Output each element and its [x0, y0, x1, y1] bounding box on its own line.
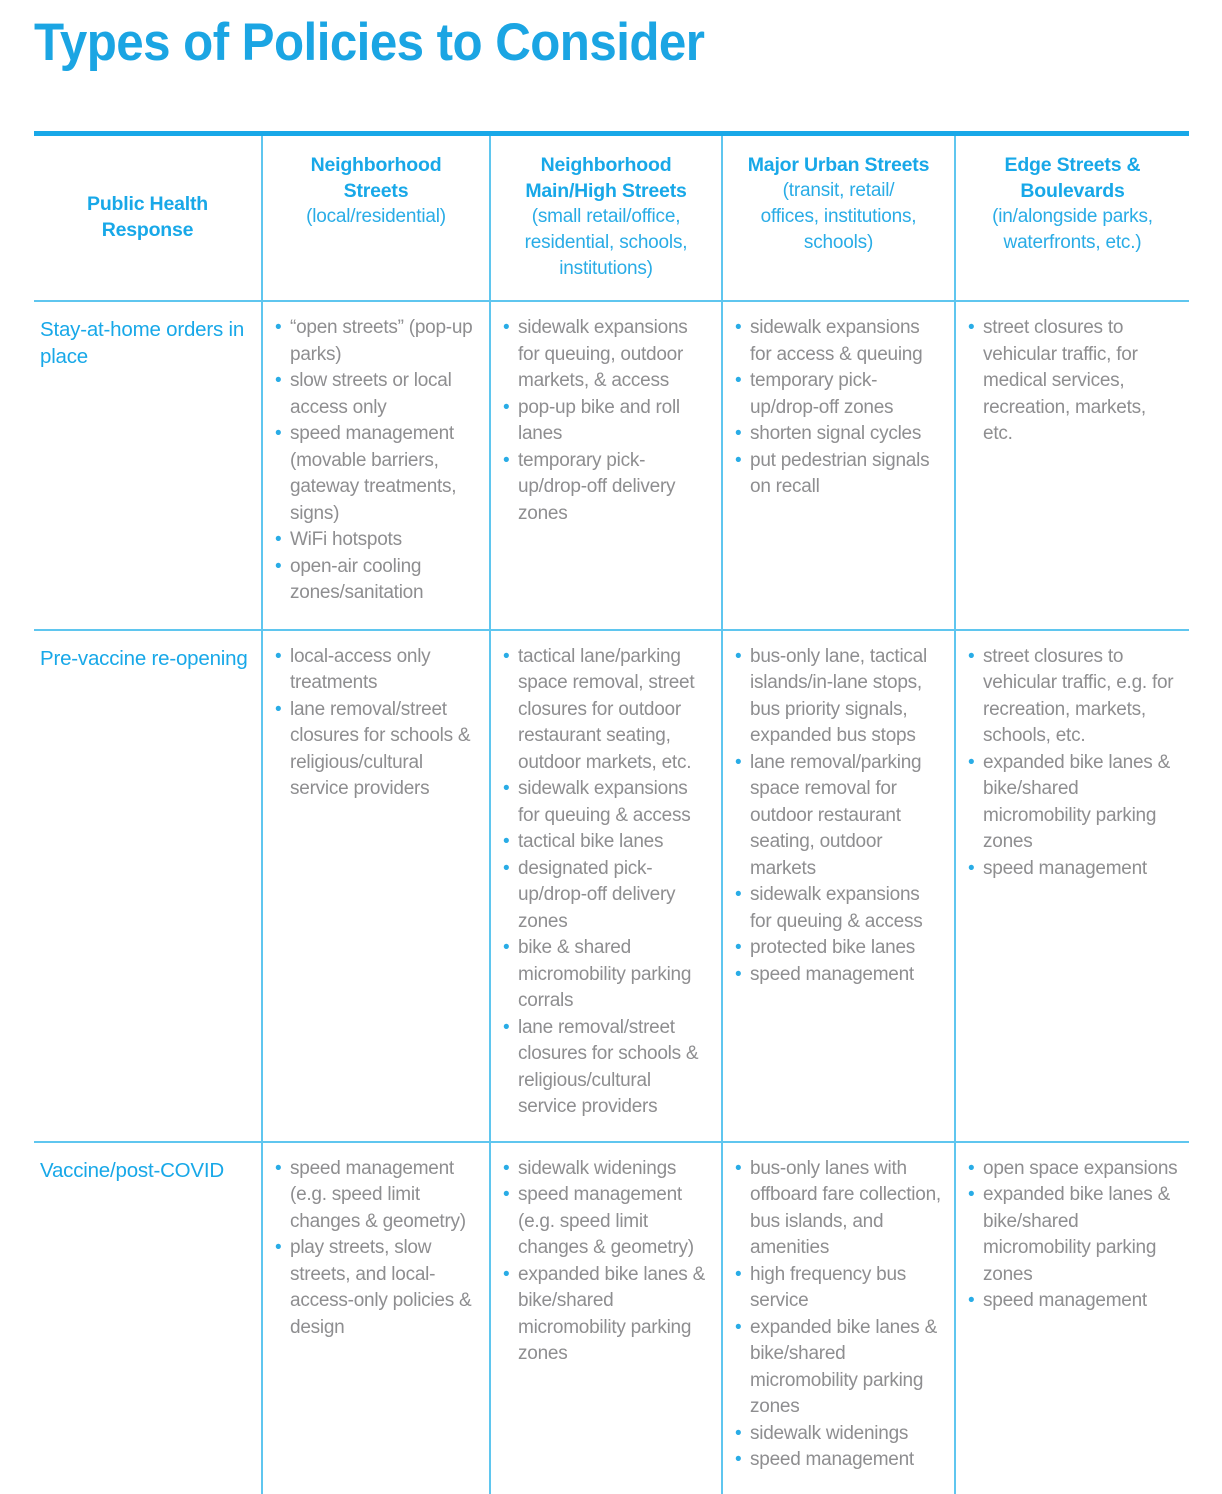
policy-list-item: • lane removal/street closures for schools & religious/cultural service providers — [275, 697, 479, 803]
row-label-cell — [34, 301, 262, 630]
column-header-sub-2: (small retail/office, residential, schools, institutions) — [524, 206, 688, 279]
column-header-sub-4: (in/alongside parks, waterfronts, etc.) — [992, 206, 1153, 253]
policy-list-item: • “open streets” (pop-up parks) — [275, 315, 479, 368]
policy-list — [275, 644, 479, 803]
policy-cell — [955, 1142, 1189, 1494]
policy-table-container — [34, 131, 1189, 1494]
policy-cell — [955, 301, 1189, 630]
policy-list-item: • sidewalk widenings — [735, 1421, 944, 1448]
policy-list-item: • open-air cooling zones/sanitation — [275, 554, 479, 607]
policy-list — [968, 315, 1179, 448]
row-label-text: Stay-at-home orders in place — [40, 318, 245, 368]
row-label-text: Vaccine/post-COVID — [40, 1158, 225, 1182]
policy-list-item: • sidewalk expansions for queuing & access — [735, 882, 944, 935]
policy-list-item: • shorten signal cycles — [735, 421, 944, 448]
policy-list-item: • high frequency bus service — [735, 1262, 944, 1315]
policy-list-item: • pop-up bike and roll lanes — [503, 395, 711, 448]
policy-list-item: • temporary pick-up/drop-off delivery zones — [503, 448, 711, 528]
policy-list-item: • designated pick-up/drop-off delivery zones — [503, 856, 711, 936]
column-header-sub-3: (transit, retail/ offices, institutions, schools) — [760, 180, 917, 253]
policy-cell — [490, 1142, 722, 1494]
column-header-neighborhood-streets — [262, 136, 490, 301]
policy-cell — [262, 630, 490, 1142]
policy-list — [735, 644, 944, 989]
column-header-major-urban-streets — [722, 136, 955, 301]
page-title: Types of Policies to Consider — [34, 13, 705, 72]
row-label-text: Pre-vaccine re-opening — [40, 646, 248, 670]
policy-list — [275, 1156, 479, 1342]
policy-list-item: • speed management — [735, 1447, 944, 1474]
table-row — [34, 630, 1189, 1142]
column-header-main-3: Major Urban Streets — [747, 154, 930, 176]
policy-list-item: • lane removal/street closures for schools & religious/cultural service providers — [503, 1015, 711, 1121]
policy-list — [503, 1156, 711, 1368]
policy-list-item: • street closures to vehicular traffic, e.g. for recreation, markets, schools, etc. — [968, 644, 1179, 750]
policy-cell — [490, 630, 722, 1142]
policy-list-item: • tactical bike lanes — [503, 829, 711, 856]
policy-list-item: • bus-only lane, tactical islands/in-lane stops, bus priority signals, expanded bus stops — [735, 644, 944, 750]
column-header-neighborhood-main-high-streets — [490, 136, 722, 301]
column-header-public-health-response — [34, 136, 262, 301]
column-header-edge-streets-boulevards — [955, 136, 1189, 301]
policy-list-item: • sidewalk widenings — [503, 1156, 711, 1183]
policy-list-item: • expanded bike lanes & bike/shared micromobility parking zones — [968, 750, 1179, 856]
policy-list-item: • speed management — [968, 856, 1179, 883]
policy-list-item: • bus-only lanes with offboard fare collection, bus islands, and amenities — [735, 1156, 944, 1262]
table-body — [34, 301, 1189, 1494]
policy-list-item: • lane removal/parking space removal for outdoor restaurant seating, outdoor markets — [735, 750, 944, 883]
policy-list — [968, 1156, 1179, 1315]
policy-cell — [955, 630, 1189, 1142]
policy-cell — [722, 1142, 955, 1494]
policy-list-item: • put pedestrian signals on recall — [735, 448, 944, 501]
policy-list-item: • temporary pick-up/drop-off zones — [735, 368, 944, 421]
policy-cell — [722, 630, 955, 1142]
policy-list — [735, 1156, 944, 1474]
policy-list-item: • slow streets or local access only — [275, 368, 479, 421]
policy-list-item: • protected bike lanes — [735, 935, 944, 962]
policy-list — [503, 315, 711, 527]
policy-list-item: • expanded bike lanes & bike/shared micromobility parking zones — [735, 1315, 944, 1421]
table-header — [34, 136, 1189, 301]
column-header-main-0: Public Health Response — [87, 193, 208, 241]
policy-cell — [490, 301, 722, 630]
policy-list-item: • street closures to vehicular traffic, for medical services, recreation, markets, etc. — [968, 315, 1179, 448]
policy-list-item: • sidewalk expansions for queuing & access — [503, 776, 711, 829]
policy-list — [735, 315, 944, 501]
policy-table — [34, 136, 1189, 1494]
column-header-main-4: Edge Streets & Boulevards — [1004, 154, 1141, 202]
policy-list-item: • tactical lane/parking space removal, street closures for outdoor restaurant seating, outdoor markets, etc. — [503, 644, 711, 777]
policy-cell — [722, 301, 955, 630]
table-row — [34, 301, 1189, 630]
column-header-main-2: Neighborhood Main/High Streets — [525, 154, 687, 202]
table-row — [34, 1142, 1189, 1494]
policy-list-item: • speed management (e.g. speed limit changes & geometry) — [275, 1156, 479, 1236]
policy-list — [275, 315, 479, 607]
policy-list-item: • speed management — [968, 1288, 1179, 1315]
policy-list-item: • local-access only treatments — [275, 644, 479, 697]
policy-list-item: • speed management (movable barriers, gateway treatments, signs) — [275, 421, 479, 527]
policy-list-item: • speed management (e.g. speed limit changes & geometry) — [503, 1182, 711, 1262]
column-header-main-1: Neighborhood Streets — [310, 154, 442, 202]
header-row — [34, 136, 1189, 301]
policy-list-item: • expanded bike lanes & bike/shared micromobility parking zones — [503, 1262, 711, 1368]
policy-list-item: • open space expansions — [968, 1156, 1179, 1183]
policy-list — [968, 644, 1179, 883]
policy-cell — [262, 1142, 490, 1494]
column-header-sub-1: (local/residential) — [306, 206, 446, 227]
policy-list-item: • bike & shared micromobility parking corrals — [503, 935, 711, 1015]
row-label-cell — [34, 1142, 262, 1494]
policy-list-item: • play streets, slow streets, and local-access-only policies & design — [275, 1235, 479, 1341]
policy-list-item: • WiFi hotspots — [275, 527, 479, 554]
policy-list — [503, 644, 711, 1121]
row-label-cell — [34, 630, 262, 1142]
policy-list-item: • sidewalk expansions for queuing, outdoor markets, & access — [503, 315, 711, 395]
policy-list-item: • sidewalk expansions for access & queuing — [735, 315, 944, 368]
policy-cell — [262, 301, 490, 630]
policy-list-item: • expanded bike lanes & bike/shared micromobility parking zones — [968, 1182, 1179, 1288]
policy-list-item: • speed management — [735, 962, 944, 989]
